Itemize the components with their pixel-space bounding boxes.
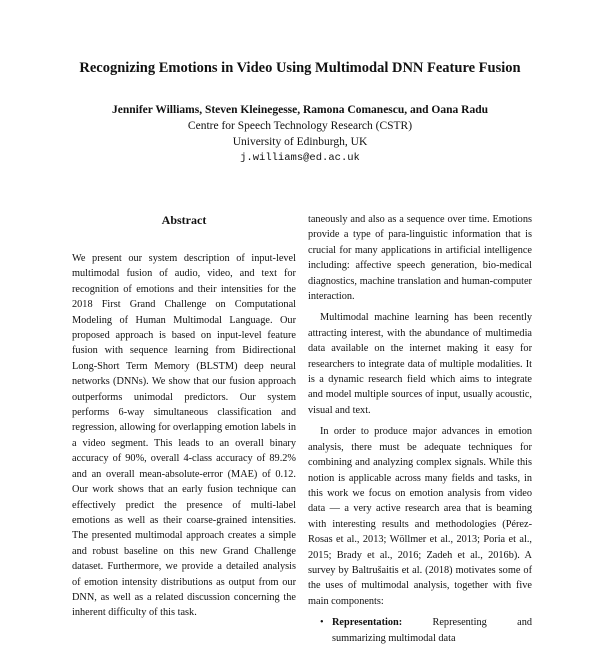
- list-item-text: Representing and summarizing multimodal data: [332, 617, 532, 644]
- list-item: [320, 615, 532, 646]
- list-item-term: Representation:: [332, 617, 403, 629]
- component-list: [308, 615, 532, 646]
- body-paragraph-3: In order to produce major advances in emotion analysis, there must be adequate techniques for combining and analyzing complex signals. While this notion is applicable across many fields and tasks, in this work we focus on emotion analysis from video data — a very active research area that is beaming with interesting results and methodologies (Pérez-Rosas et al., 2013; Wöllmer et al., 2013; Poria et al., 2015; Brady et al., 2016; Zadeh et al., 2016b). A survey by Baltrušaitis et al. (2018) motivates some of the uses of multimodal analysis, together with five main components:: [308, 426, 532, 607]
- author-names: Jennifer Williams, Steven Kleinegesse, Ramona Comanescu, and Oana Radu: [111, 104, 488, 116]
- abstract-text: We present our system description of input-level multimodal fusion of audio, video, and text for recognition of emotions and their intensities for the 2018 First Grand Challenge on Computational Modeling of Human Multimodal Language. Our proposed approach is based on input-level feature fusion with sequence learning from Bidirectional Long-Short Term Memory (BLSTM) deep neural networks (DNNs). We show that our fusion approach outperforms unimodal predictors. Our system performs 6-way simultaneous classification and regression, allowing for overlapping emotion labels in a video segment. This leads to an overall binary accuracy of 90%, overall 4-class accuracy of 89.2% and an overall mean-absolute-error (MAE) of 0.12. Our work shows that an early fusion technique can effectively predict the presence of multi-label emotions as well as their coarse-grained intensities. The presented multimodal approach creates a simple and robust baseline on this new Grand Challenge dataset. Furthermore, we provide a detailed analysis of emotion intensity distributions as output from our DNN, as well as a related discussion concerning the inherent difficulty of this task.: [72, 253, 296, 619]
- left-column: [72, 251, 296, 621]
- affiliation: Centre for Speech Technology Research (CSTR): [187, 120, 413, 132]
- institution: University of Edinburgh, UK: [232, 136, 368, 148]
- body-paragraph-1: taneously and also as a sequence over time. Emotions provide a type of para-linguistic information that is crucial for many applications in artificial intelligence including: affective speech generation, bio-medical diagnostics, machine translation and human-computer interaction.: [308, 214, 532, 303]
- body-paragraph-2: Multimodal machine learning has been recently attracting interest, with the abundance of multimedia data available on the internet making it easy for researchers to integrate data of multiple modalities. It is a dynamic research field which aims to integrate and model multiple sources of input, usually acoustic, visual and text.: [308, 312, 532, 416]
- paper-title: Recognizing Emotions in Video Using Multimodal DNN Feature Fusion: [79, 60, 521, 76]
- author-email: j.williams@ed.ac.uk: [240, 152, 360, 164]
- bullet-icon: •: [320, 617, 324, 629]
- right-column: [308, 212, 532, 646]
- author-block: [0, 102, 600, 166]
- abstract-heading: Abstract: [161, 213, 207, 227]
